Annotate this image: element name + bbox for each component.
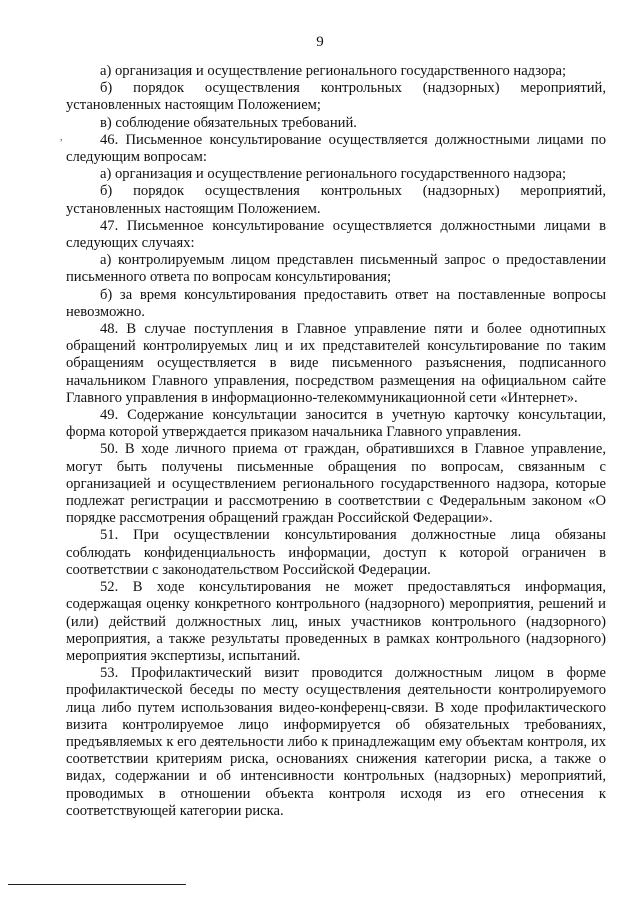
paragraph: 50. В ходе личного приема от граждан, обратившихся в Главное управление, могут быть получены письменные обращения по вопросам, связанным с организацией и осуществлением регионального государственного надзора, которые подлежат регистрации и рассмотрению в соответствии с Федеральным законом «О порядке рассмотрения обращений граждан Российской Федерации».	[66, 441, 606, 527]
scan-mark: ,	[60, 132, 63, 143]
page-number: 9	[316, 34, 324, 50]
paragraph: б) порядок осуществления контрольных (надзорных) мероприятий, установленных настоящим Положением;	[66, 80, 606, 114]
footer-divider	[8, 884, 186, 885]
paragraph: 47. Письменное консультирование осуществляется должностными лицами в следующих случаях:	[66, 217, 606, 252]
paragraph: 52. В ходе консультирования не может предоставляться информация, содержащая оценку конкретного контрольного (надзорного) мероприятия, решений и (или) действий должностных лиц, иных участников контрольного (надзорного) мероприятия, а также результаты проведенных в рамках контрольного (надзорного) мероприятия экспертизы, испытаний.	[66, 579, 606, 664]
paragraph: 53. Профилактический визит проводится должностным лицом в форме профилактической беседы по месту осуществления деятельности контролируемого лица либо путем использования видео-конференц-связи. В ходе профилактического визита контролируемое лицо информируется об обязательных требованиях, предъявляемых к его деятельности либо к принадлежащим ему объектам контроля, их соответствии критериям риска, основаниях снижения категории риска, а также о видах, содержании и об интенсивности контрольных (надзорных) мероприятий, проводимых в отношении объекта контроля исходя из его отнесения к соответствующей категории риска.	[66, 665, 606, 819]
paragraph: 48. В случае поступления в Главное управление пяти и более однотипных обращений контролируемых лиц и их представителей консультирование по таким обращениям осуществляется в виде письменного разъяснения, подписанного начальником Главного управления, посредством размещения на официальном сайте Главного управления в информационно-телекоммуникационной сети «Интернет».	[66, 321, 606, 406]
document-body	[66, 63, 606, 820]
paragraph: б) порядок осуществления контрольных (надзорных) мероприятий, установленных настоящим Положением.	[66, 183, 606, 217]
paragraph: а) контролируемым лицом представлен письменный запрос о предоставлении письменного ответа по вопросам консультирования;	[66, 252, 606, 286]
paragraph: а) организация и осуществление регионального государственного надзора;	[100, 166, 567, 183]
paragraph: 51. При осуществлении консультирования должностные лица обязаны соблюдать конфиденциальность информации, доступ к которой ограничен в соответствии с законодательством Российской Федерации.	[66, 527, 606, 578]
paragraph: 46. Письменное консультирование осуществляется должностными лицами по следующим вопросам:	[66, 131, 606, 166]
paragraph: б) за время консультирования предоставить ответ на поставленные вопросы невозможно.	[66, 286, 606, 320]
paragraph: 49. Содержание консультации заносится в учетную карточку консультации, форма которой утверждается приказом начальника Главного управления.	[66, 407, 606, 441]
paragraph: а) организация и осуществление регионального государственного надзора;	[100, 63, 567, 79]
paragraph: в) соблюдение обязательных требований.	[100, 114, 357, 131]
